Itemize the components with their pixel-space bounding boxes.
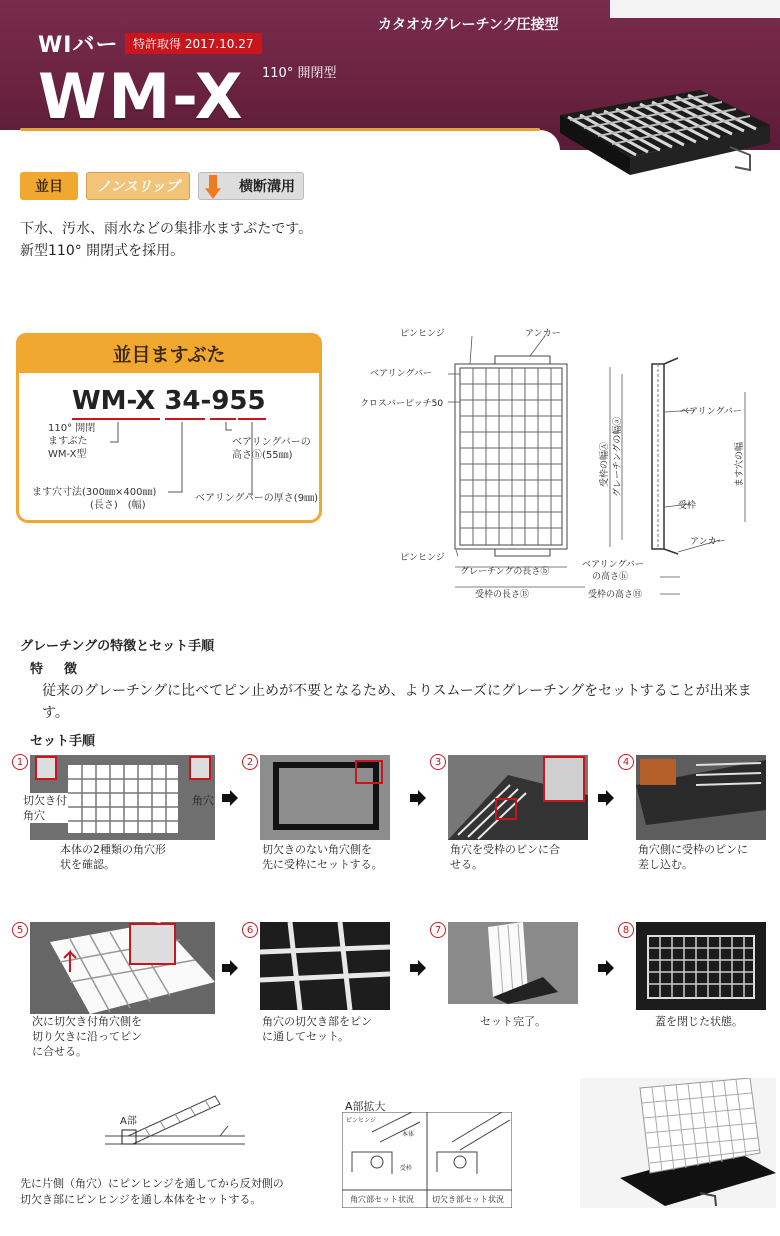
down-arrow-icon: [205, 175, 221, 199]
step-5-caption: 次に切欠き付角穴側を 切り欠きに沿ってピン に合せる。: [32, 1015, 142, 1058]
step-number: 7: [430, 922, 446, 938]
note-bar-height-1: ベアリングバーの: [232, 437, 311, 448]
open-grating-photo: [580, 1078, 776, 1208]
step-8-photo: [636, 922, 766, 1010]
right-inset-caption: 切欠き部セット状況: [432, 1195, 504, 1204]
step-4-caption: 角穴側に受枠のピンに 差し込む。: [638, 843, 748, 871]
badge-transverse-label: 横断溝用: [239, 179, 295, 195]
intro-text: [20, 218, 360, 262]
open-type: 110° 開閉型: [262, 66, 337, 81]
label-frame: 受枠: [678, 501, 697, 511]
note-size-2: (長さ) (幅): [90, 500, 146, 511]
badge-non-slip: ノンスリップ: [86, 172, 190, 200]
note-open-type-2: ますぶた: [48, 436, 88, 447]
step-4-photo: [636, 755, 766, 840]
arrow-right-icon: [598, 790, 614, 806]
series-name: WIバー: [38, 33, 119, 58]
intro-line-2: 新型110° 開閉式を採用。: [20, 243, 185, 259]
note-open-type-3: WM-X型: [48, 449, 87, 460]
label-cross-bar: クロスバーピッチ50: [360, 399, 444, 409]
step-5-photo: [30, 922, 215, 1014]
inset-pin-label: ピンヒンジ: [346, 1117, 376, 1124]
step-3-caption: 角穴を受枠のピンに合 せる。: [450, 843, 560, 871]
steps-heading: セット手順: [30, 734, 96, 749]
label-section-a: A部: [120, 1116, 137, 1127]
step-3-photo: [448, 755, 588, 840]
label-frame-width: 受枠の幅Ⓐ: [600, 441, 610, 487]
step-1-label-hole: 角穴: [192, 794, 214, 807]
model-title: WM-X: [38, 60, 245, 133]
bottom-caption: 先に片側（角穴）にピンヒンジを通してから反対側の 切欠き部にピンヒンジを通し本体をセットする。: [20, 1177, 284, 1206]
step-number: 2: [242, 754, 258, 770]
enlarge-title: A部拡大: [345, 1100, 386, 1113]
intro-line-1: 下水、汚水、雨水などの集排水ますぶたです。: [20, 221, 313, 237]
code-model: WM-X: [72, 386, 156, 416]
badge-transverse-gutter: [198, 172, 304, 200]
label-grating-length: グレーチングの長さⓑ: [460, 567, 550, 577]
arrow-right-icon: [410, 790, 426, 806]
step-number: 6: [242, 922, 258, 938]
arrow-right-icon: [598, 960, 614, 976]
model-code: [72, 386, 266, 416]
note-open-type-1: 110° 開閉: [48, 423, 96, 434]
note-size: [32, 486, 156, 512]
note-bar-height: [232, 436, 311, 462]
step-number: 8: [618, 922, 634, 938]
label-frame-height: 受枠の高さⒽ: [588, 590, 643, 600]
inset-body-label: 本体: [402, 1131, 415, 1138]
step-2-photo: [260, 755, 390, 840]
label-bar-height-2: の高さⓗ: [592, 572, 629, 582]
step-1-caption: 本体の2種類の角穴形 状を確認。: [60, 843, 166, 871]
step-6-caption: 角穴の切欠き部をピン に通してセット。: [262, 1015, 372, 1043]
label-grating-width: グレーチングの幅ⓐ: [613, 416, 623, 497]
label-anchor-side: アンカー: [690, 537, 726, 547]
step-1-label-notch: 切欠き付 角穴: [23, 794, 67, 822]
label-anchor-top: アンカー: [525, 329, 561, 339]
label-pin-hinge-bottom: ピンヒンジ: [400, 553, 445, 563]
features-heading: グレーチングの特徴とセット手順: [20, 639, 215, 654]
label-bearing-bar-side: ベアリングバー: [680, 407, 742, 417]
product-photo: [550, 75, 775, 195]
left-inset-caption: 角穴部セット状況: [350, 1195, 414, 1204]
model-code-box-title: 並目ますぶた: [16, 333, 322, 373]
arrow-right-icon: [222, 790, 238, 806]
technical-drawing: [360, 322, 775, 607]
step-number: 1: [12, 754, 28, 770]
label-bearing-bar: ベアリングバー: [370, 369, 432, 379]
step-8-caption: 蓋を閉じた状態。: [655, 1015, 743, 1028]
step-7-photo: [448, 922, 578, 1004]
header-swoosh: [0, 130, 560, 150]
header-corner: [610, 0, 780, 18]
code-size: 34-955: [164, 386, 266, 416]
step-7-caption: セット完了。: [480, 1015, 546, 1028]
step-2-caption: 切欠きのない角穴側を 先に受枠にセットする。: [262, 843, 383, 871]
product-category: カタオカグレーチング圧接型: [378, 17, 559, 33]
label-frame-length: 受枠の長さⒷ: [475, 590, 530, 600]
arrow-right-icon: [410, 960, 426, 976]
step-number: 4: [618, 754, 634, 770]
note-bar-height-2: 高さⓗ(55㎜): [232, 450, 293, 461]
label-bar-height: ベアリングバー: [582, 560, 644, 570]
label-pin-hinge-top: ピンヒンジ: [400, 329, 445, 339]
step-6-photo: [260, 922, 390, 1010]
inset-frame-label: 受枠: [400, 1165, 413, 1172]
step-number: 3: [430, 754, 446, 770]
patent-badge: 特許取得 2017.10.27: [125, 33, 262, 54]
arrow-right-icon: [222, 960, 238, 976]
note-bar-thickness: ベアリングバーの厚さ(9㎜): [195, 493, 318, 504]
section-a-drawing: [100, 1086, 250, 1166]
badge-standard-mesh: 並目: [20, 172, 78, 200]
features-subheading: 特 徴: [30, 662, 82, 677]
section-a-enlarged: [342, 1112, 512, 1208]
step-number: 5: [12, 922, 28, 938]
note-size-1: ます穴寸法(300㎜×400㎜): [32, 487, 157, 498]
note-open-type: [48, 422, 95, 461]
features-text: 従来のグレーチングに比べてピン止めが不要となるため、よりスムーズにグレーチングをセットすることが出来ます。: [42, 683, 752, 721]
label-hole-width: ます穴の幅: [735, 441, 745, 487]
